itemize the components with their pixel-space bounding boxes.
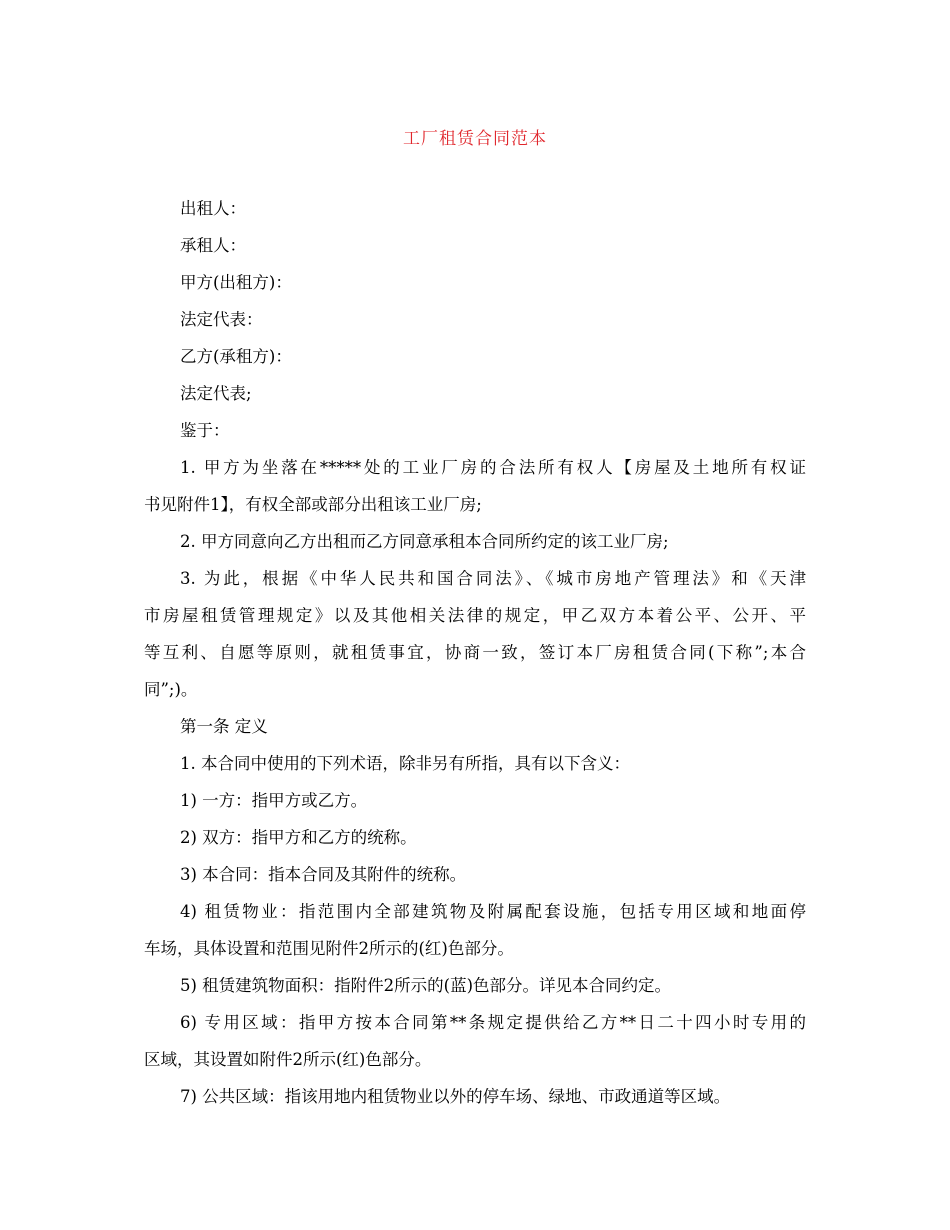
- whereas-heading: 鉴于：: [180, 421, 230, 440]
- definition-line: 2) 双方：指甲方和乙方的统称。: [180, 828, 417, 847]
- definition-line: 5) 租赁建筑物面积：指附件2所示的(蓝)色部分。详见本合同约定。: [180, 976, 672, 995]
- definition-line: 7) 公共区域：指该用地内租赁物业以外的停车场、绿地、市政通道等区域。: [180, 1087, 731, 1106]
- party-b-representative-line: 法定代表;: [180, 384, 252, 403]
- paragraph-line: 3. 为此，根据《中华人民共和国合同法》、《城市房地产管理法》和《天津: [180, 569, 806, 588]
- definition-line: 6) 专用区域：指甲方按本合同第**条规定提供给乙方**日二十四小时专用的: [180, 1013, 806, 1032]
- paragraph-line: 等互利、自愿等原则，就租赁事宜，协商一致，签订本厂房租赁合同(下称”;本合: [144, 643, 806, 662]
- paragraph-line: 市房屋租赁管理规定》以及其他相关法律的规定，甲乙双方本着公平、公开、平: [144, 606, 806, 625]
- article-heading: 第一条 定义: [180, 717, 268, 736]
- party-b-line: 乙方(承租方)：: [180, 347, 292, 366]
- paragraph-line: 同”;)。: [144, 680, 198, 699]
- party-a-line: 甲方(出租方)：: [180, 273, 292, 292]
- definition-line: 区域，其设置如附件2所示(红)色部分。: [144, 1050, 432, 1069]
- paragraph-line: 1. 甲方为坐落在*****处的工业厂房的合法所有权人【房屋及土地所有权证: [180, 458, 806, 477]
- paragraph-line: 书见附件1】，有权全部或部分出租该工业厂房;: [144, 495, 482, 514]
- definition-line: 车场，具体设置和范围见附件2所示的(红)色部分。: [144, 939, 514, 958]
- paragraph-line: 2. 甲方同意向乙方出租而乙方同意承租本合同所约定的该工业厂房;: [180, 532, 669, 551]
- party-a-representative-line: 法定代表：: [180, 310, 263, 329]
- lessor-line: 出租人：: [180, 199, 246, 218]
- definition-line: 1) 一方：指甲方或乙方。: [180, 791, 368, 810]
- document-body: [144, 190, 806, 1115]
- definition-line: 4) 租赁物业：指范围内全部建筑物及附属配套设施，包括专用区域和地面停: [180, 902, 806, 921]
- document-title: 工厂租赁合同范本: [403, 129, 547, 149]
- paragraph-line: 1. 本合同中使用的下列术语，除非另有所指，具有以下含义：: [180, 754, 630, 773]
- definition-line: 3) 本合同：指本合同及其附件的统称。: [180, 865, 467, 884]
- lessee-line: 承租人：: [180, 236, 246, 255]
